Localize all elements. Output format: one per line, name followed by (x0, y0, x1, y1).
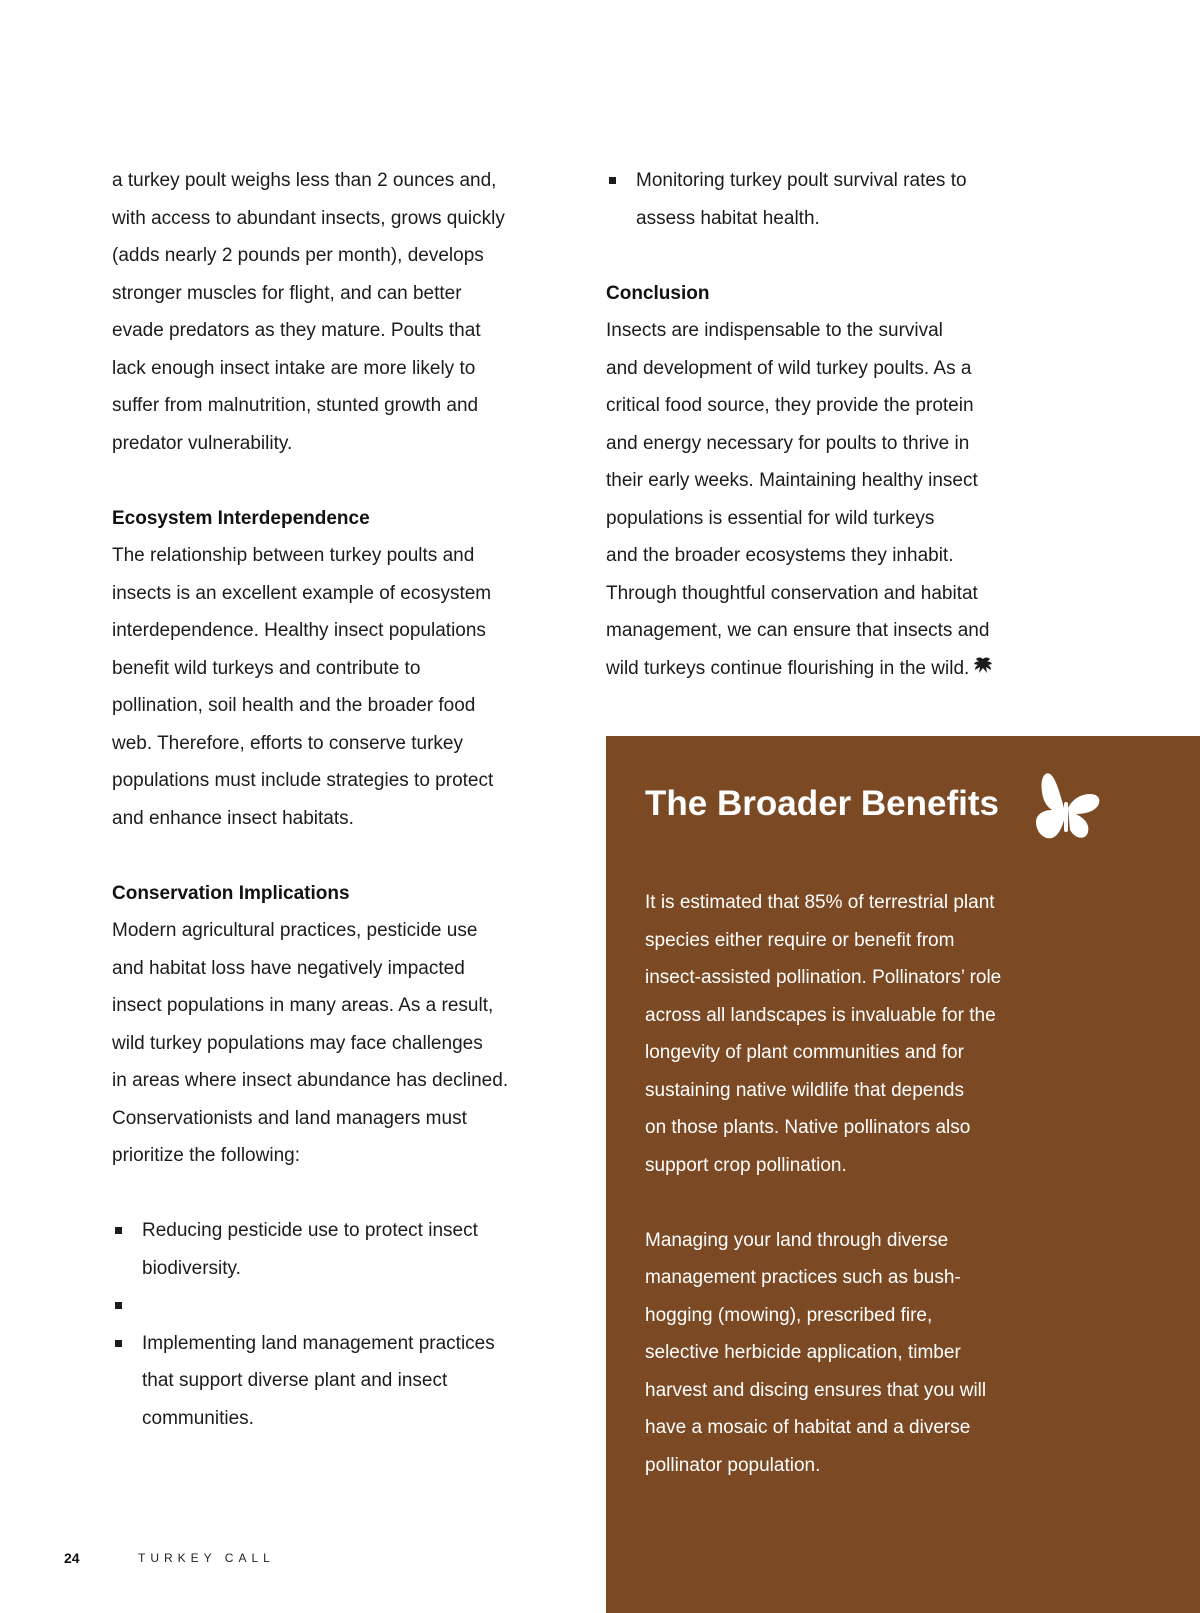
turkey-end-mark-icon (973, 652, 993, 690)
page-footer (64, 1548, 275, 1568)
intro-paragraph: a turkey poult weighs less than 2 ounces and, with access to abundant insects, grows quickly (adds nearly 2 pounds per month), develops stronger muscles for flight, and can better evade predators as they mature. Poults that lack enough insect intake are more likely to suffer from malnutrition, stunted growth and predator vulnerability. (112, 170, 505, 454)
butterfly-icon (1030, 772, 1102, 856)
left-column (112, 162, 572, 1437)
list-item: Monitoring turkey poult survival rates to assess habitat health. (606, 162, 1046, 237)
conservation-bullet-list (112, 1212, 572, 1437)
sidebar-paragraph-2: Managing your land through diverse management practices such as bush- hogging (mowing), prescribed fire, selective herbicide application, timber harvest and discing ensures that you will have a mosaic of habitat and a diverse pollinator population. (645, 1229, 987, 1476)
list-item: Implementing land management practices that support diverse plant and insect communities. (112, 1325, 572, 1438)
conservation-heading: Conservation Implications (112, 882, 350, 904)
ecosystem-paragraph: The relationship between turkey poults and insects is an excellent example of ecosystem interdependence. Healthy insect populations benefit wild turkeys and contribute to pollination, soil health and the broader food web. Therefore, efforts to conserve turkey populations must include strategies to protect and enhance insect habitats. (112, 545, 494, 829)
conclusion-heading: Conclusion (606, 282, 710, 304)
list-item: Reducing pesticide use to protect insect biodiversity. (112, 1212, 572, 1287)
monitoring-bullet-list (606, 162, 1046, 237)
broader-benefits-sidebar (606, 736, 1200, 1613)
right-column (606, 162, 1046, 689)
sidebar-paragraph-1: It is estimated that 85% of terrestrial plant species either require or benefit from insect-assisted pollination. Pollinators’ role across all landscapes is invaluable for the longevity of plant communities and for sustaining native wildlife that depends on those plants. Native pollinators also support crop pollination. (645, 892, 1002, 1176)
sidebar-title: The Broader Benefits (645, 784, 999, 823)
conservation-paragraph: Modern agricultural practices, pesticide use and habitat loss have negatively impacted insect populations in many areas. As a result, wild turkey populations may face challenges in areas where insect abundance has declined. Conservationists and land managers must prioritize the following: (112, 920, 509, 1166)
ecosystem-heading: Ecosystem Interdependence (112, 507, 370, 529)
page-number: 24 (64, 1550, 80, 1566)
magazine-name: TURKEY CALL (138, 1551, 275, 1565)
conclusion-paragraph: Insects are indispensable to the survival and development of wild turkey poults. As a critical food source, they provide the protein and energy necessary for poults to thrive in their early weeks. Maintaining healthy insect populations is essential for wild turkeys and the broader ecosystems they inhabit. Through thoughtful conservation and habitat management, we can ensure that insects and wild turkeys continue flourishing in the wild. (606, 312, 1046, 689)
